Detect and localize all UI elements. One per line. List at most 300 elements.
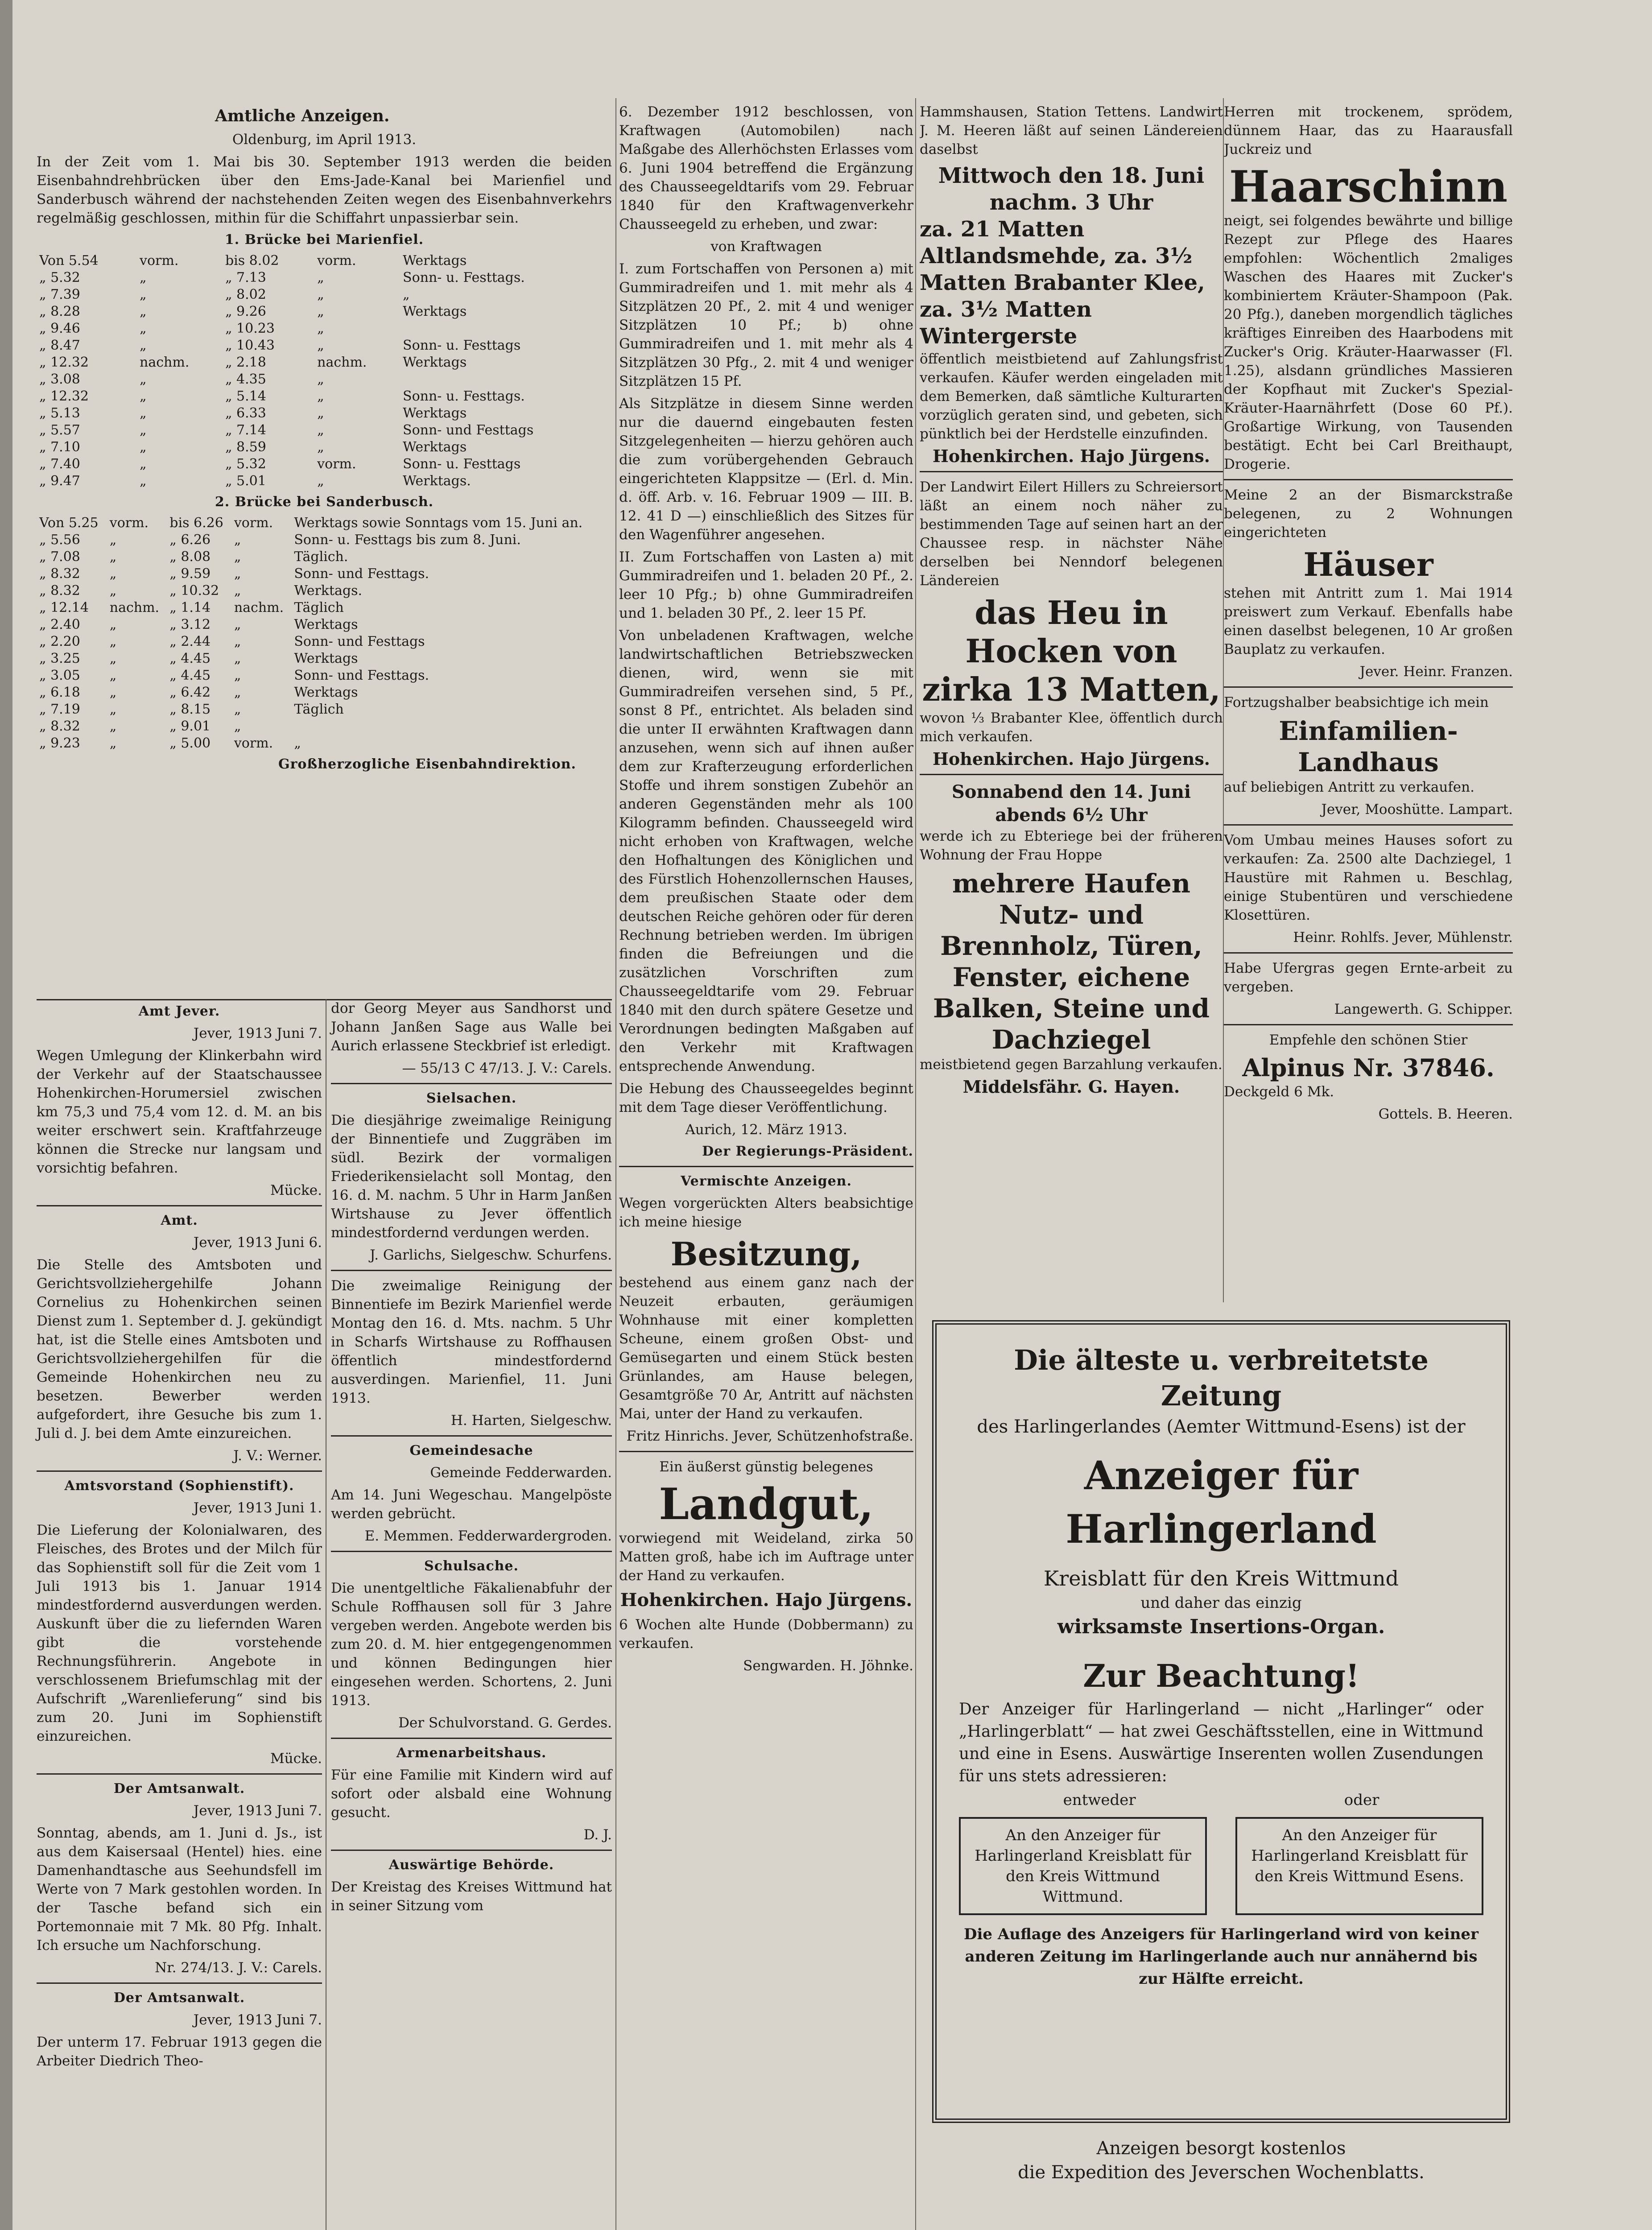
ad-headline: Besitzung, bbox=[670, 1235, 862, 1273]
table-cell: Sonn- und Festtags bbox=[403, 422, 534, 438]
notice-text: I. zum Fortschaffen von Personen a) mit Gummiradreifen und 1. mit mehr als 4 Sitzplätzen 20 Pf., 2. mit 4 und weniger Sitzplätzen 10 Pf.; b) ohne Gummiradreifen und 1. mit mehr als 4 Sitzplätzen 30 Pfg., 2. mit 4 und weniger Sitzplätzen 15 Pf. bbox=[619, 261, 913, 389]
notice-signature: Mücke. bbox=[270, 1182, 322, 1198]
ad-date: Sonnabend den 14. Juni abends 6½ Uhr bbox=[951, 781, 1191, 826]
ad-text: Hammshausen, Station Tettens. Landwirt J. M. Heeren läßt auf seinen Ländereien daselbst bbox=[920, 104, 1223, 157]
column-middle bbox=[619, 103, 913, 1679]
ad-signature: Jever, Mooshütte. Lampart. bbox=[1321, 801, 1513, 818]
table-cell: „ 5.01 bbox=[225, 473, 266, 489]
table-cell: „ 9.59 bbox=[169, 566, 211, 582]
table-cell: „ bbox=[109, 566, 117, 582]
notice-text: Sonntag, abends, am 1. Juni d. Js., ist aus dem Kaisersaal (Hentel) hies. eine Damenhandtasche aus Seehundsfell im Werte von 7 Mark gestohlen worden. In der Tasche befand sich ein Portemonnaie mit 7 Mk. 80 Pfg. Inhalt. Ich ersuche um Nachforschung. bbox=[37, 1825, 322, 1953]
ad-text: Habe Ufergras gegen Ernte-arbeit zu vergeben. bbox=[1224, 960, 1513, 995]
ad-text: Herren mit trockenem, sprödem, dünnem Haar, das zu Haarausfall Juckreiz und bbox=[1224, 104, 1513, 157]
table-cell: „ 5.00 bbox=[169, 735, 211, 751]
table-cell: „ bbox=[234, 719, 241, 734]
table-row bbox=[37, 286, 612, 303]
ad-signature: Hohenkirchen. Hajo Jürgens. bbox=[933, 749, 1210, 769]
notice bbox=[331, 1442, 612, 1552]
table-cell: „ bbox=[140, 270, 147, 285]
table-row bbox=[37, 566, 612, 582]
ad-text: Fortzugshalber beabsichtige ich mein bbox=[1224, 694, 1489, 710]
divider bbox=[331, 1551, 612, 1552]
page-edge-shadow bbox=[0, 0, 12, 2230]
table-row bbox=[37, 303, 612, 320]
table-row bbox=[37, 371, 612, 388]
ad-signature: Gottels. B. Heeren. bbox=[1378, 1106, 1513, 1122]
table-cell bbox=[400, 320, 612, 337]
table-cell: „ 3.25 bbox=[39, 651, 80, 666]
table-cell: „ 9.47 bbox=[39, 473, 80, 489]
notice-heading: Der Amtsanwalt. bbox=[113, 1990, 245, 2006]
divider bbox=[331, 1083, 612, 1084]
notice bbox=[37, 1780, 322, 1984]
table-cell: „ bbox=[294, 735, 301, 751]
table-cell: „ 8.59 bbox=[225, 439, 266, 455]
table-cell: Sonn- u. Festtags bbox=[403, 456, 521, 472]
ad-text: Vom Umbau meines Hauses sofort zu verkaufen: Za. 2500 alte Dachziegel, 1 Haustüre mit Rahmen u. Beschlag, einige Stubentüren und verschiedene Klosettüren. bbox=[1224, 832, 1513, 923]
ad-signature: Jever. Heinr. Franzen. bbox=[1359, 664, 1513, 680]
table-cell: Täglich bbox=[294, 600, 344, 615]
table-cell: „ bbox=[140, 405, 147, 421]
table-cell: „ bbox=[109, 634, 117, 649]
table-row bbox=[37, 650, 612, 667]
table-cell: „ bbox=[109, 735, 117, 751]
notice-signature: — 55/13 C 47/13. J. V.: Carels. bbox=[402, 1060, 612, 1076]
ad-text: Empfehle den schönen Stier bbox=[1269, 1032, 1468, 1048]
ad-text: wovon ⅓ Brabanter Klee, öffentlich durch mich verkaufen. bbox=[920, 710, 1223, 745]
table-cell: „ 9.23 bbox=[39, 735, 80, 751]
ad-box-text: Der Anzeiger für Harlingerland — nicht „Harlinger“ oder „Harlingerblatt“ — hat zwei Geschäftsstellen, eine in Wittmund und eine in Esens. Auswärtige Inserenten wollen Zusendungen für uns stets adressieren: bbox=[959, 1700, 1483, 1785]
table-cell: „ 8.32 bbox=[39, 583, 80, 599]
ad-box-text: des Harlingerlandes (Aemter Wittmund-Esens) ist der bbox=[977, 1416, 1466, 1437]
column-rule bbox=[915, 98, 916, 2230]
divider bbox=[37, 1982, 322, 1984]
notice bbox=[331, 1276, 612, 1437]
table-row bbox=[37, 252, 612, 269]
notice-text: Von unbeladenen Kraftwagen, welche landwirtschaftlichen Betriebszwecken dienen, wird, wenn sie mit Gummiradreifen versehen sind, 5 Pf., sonst 8 Pf., entrichtet. Als beladen sind die unter II erwähnten Kraftwagen dann anzusehen, wenn sich auf ihnen außer dem zur Krafterzeugung erforderlichen Stoffe und ihrem sonstigen Zubehör an anderen Gegenständen mehr als 100 Kilogramm befinden. Chausseegeld wird nicht erhoben von Kraftwagen, welche den Hofhaltungen des Königlichen und des Fürstlich Hohenzollernschen Hauses, dem preußischen Staate oder dem deutschen Reiche gehören oder für deren Rechnung betrieben werden. Im übrigen finden die Befreiungen und die zusätzlichen Vorschriften zum Chausseegeldtarife vom 29. Februar 1840 mit den durch spätere Gesetze und Verordnungen bedingten Maßgaben auf den Verkehr mit Kraftwagen entsprechende Anwendung. bbox=[619, 628, 913, 1074]
divider bbox=[331, 1738, 612, 1739]
divider bbox=[1224, 1024, 1513, 1025]
table-cell: „ bbox=[140, 388, 147, 404]
table-cell: „ bbox=[140, 473, 147, 489]
divider bbox=[331, 1435, 612, 1437]
table-cell: „ 3.12 bbox=[169, 617, 211, 632]
table-cell: „ bbox=[109, 719, 117, 734]
divider bbox=[619, 1451, 913, 1452]
table-row bbox=[37, 616, 612, 633]
table-cell: „ 9.01 bbox=[169, 719, 211, 734]
notice-date: Jever, 1913 Juni 7. bbox=[193, 2012, 322, 2028]
ad-text: bestehend aus einem ganz nach der Neuzeit erbauten, geräumigen Wohnhause mit einer kompletten Scheune, einem großen Obst- und Gemüsegarten und einem Stück besten Grünlandes, am Hause belegen, Gesamtgröße 70 Ar, Antritt auf nächsten Mai, unter der Hand zu verkaufen. bbox=[619, 1275, 913, 1422]
section-heading: Vermischte Anzeigen. bbox=[681, 1173, 852, 1189]
subsection-heading: 2. Brücke bei Sanderbusch. bbox=[215, 494, 434, 510]
notice-heading: Armenarbeitshaus. bbox=[396, 1745, 547, 1761]
table-row bbox=[37, 337, 612, 354]
table-row bbox=[37, 320, 612, 337]
divider bbox=[37, 1470, 322, 1472]
table-row bbox=[37, 473, 612, 490]
notice-signature: Der Schulvorstand. G. Gerdes. bbox=[398, 1715, 612, 1731]
ad-signature: Hohenkirchen. Hajo Jürgens. bbox=[620, 1590, 913, 1611]
notice-text: Wegen Umlegung der Klinkerbahn wird der Verkehr auf der Staatschaussee Hohenkirchen-Horumersiel zwischen km 75,3 und 75,4 vom 12. d. M. an bis weiter erschwert sein. Kraftfahrzeuge können die Strecke nur langsam und vorsichtig befahren. bbox=[37, 1048, 322, 1176]
ad-headline: Haarschinn bbox=[1229, 161, 1508, 212]
table-cell: „ 3.05 bbox=[39, 668, 80, 683]
divider bbox=[331, 1850, 612, 1851]
table-cell: „ bbox=[234, 583, 241, 599]
table-cell: „ 8.32 bbox=[39, 719, 80, 734]
ad-box-footer: Die Auflage des Anzeigers für Harlingerland wird von keiner anderen Zeitung im Harlingerlande auch nur annähernd bis zur Hälfte erreicht. bbox=[964, 1925, 1479, 1988]
table-cell: „ bbox=[109, 668, 117, 683]
notice bbox=[331, 1856, 612, 1915]
notice-text: Am 14. Juni Wegeschau. Mangelpöste werden gebrücht. bbox=[331, 1487, 612, 1522]
table-cell: Werktags sowie Sonntags vom 15. Juni an. bbox=[294, 515, 583, 531]
table-cell: Sonn- und Festtags. bbox=[294, 566, 430, 582]
table-row bbox=[37, 532, 612, 549]
table-cell: Werktags bbox=[403, 439, 467, 455]
table-cell: „ 7.14 bbox=[225, 422, 266, 438]
table-cell: Sonn- u. Festtags. bbox=[403, 388, 525, 404]
table-cell: „ bbox=[234, 651, 241, 666]
footer-line: Anzeigen besorgt kostenlos bbox=[1096, 2138, 1346, 2159]
table-cell: „ bbox=[109, 702, 117, 717]
table-cell: „ 7.19 bbox=[39, 702, 80, 717]
notice-signature: Mücke. bbox=[270, 1751, 322, 1767]
notice bbox=[37, 1003, 322, 1206]
ad-text: neigt, sei folgendes bewährte und billige Rezept zur Pflege des Haares empfohlen: Wöchentlich 2maliges Waschen des Haares mit Zucker's kombiniertem Kräuter-Shampoon (Pak. 20 Pfg.), daneben morgendlich tägliches kräftiges Einreiben des Haarbodens mit Zucker's Orig. Kräuter-Haarwasser (Fl. 1.25), alsdann gründliches Massieren der Kopfhaut mit Zucker's Spezial-Kräuter-Haarnährfett (Dose 60 Pf.). Großartige Wirkung, von Tausenden bestätigt. Echt bei Carl Breithaupt, Drogerie. bbox=[1224, 213, 1513, 472]
footer-note bbox=[932, 2136, 1510, 2185]
table-cell: „ 7.40 bbox=[39, 456, 80, 472]
notice-text: Der Kreistag des Kreises Wittmund hat in seiner Sitzung vom bbox=[331, 1879, 612, 1914]
ad-box-title: Anzeiger für Harlingerland bbox=[1066, 1452, 1377, 1552]
table-cell: Täglich. bbox=[294, 549, 348, 565]
notice bbox=[331, 1557, 612, 1739]
table-cell: nachm. bbox=[234, 600, 284, 615]
table-cell: vorm. bbox=[317, 456, 356, 472]
table-cell: „ bbox=[109, 583, 117, 599]
notice-date: Jever, 1913 Juni 7. bbox=[193, 1803, 322, 1819]
table-cell: „ 5.13 bbox=[39, 405, 80, 421]
table-cell: „ bbox=[234, 566, 241, 582]
table-cell: „ 7.39 bbox=[39, 287, 80, 302]
table-cell: „ 5.14 bbox=[225, 388, 266, 404]
table-cell: „ 7.08 bbox=[39, 549, 80, 565]
notice-signature: E. Memmen. Fedderwardergroden. bbox=[364, 1528, 612, 1544]
table-cell: „ 9.26 bbox=[225, 304, 266, 319]
table-cell: „ bbox=[140, 372, 147, 387]
notice bbox=[331, 1744, 612, 1851]
ad-text: auf beliebigen Antritt zu verkaufen. bbox=[1224, 779, 1474, 795]
table-cell: vorm. bbox=[109, 515, 149, 531]
subsection-heading: 1. Brücke bei Marienfiel. bbox=[224, 232, 424, 248]
ad-box-text: und daher das einzig bbox=[1140, 1594, 1302, 1612]
table-cell: „ 12.14 bbox=[39, 600, 89, 615]
footer-line: die Expedition des Jeverschen Wochenblatts. bbox=[1018, 2162, 1425, 2183]
notice-text: In der Zeit vom 1. Mai bis 30. September 1913 werden die beiden Eisenbahndrehbrücken über den Ems-Jade-Kanal bei Marienfiel und Sanderbusch während der nachstehenden Zeiten wegen des Eisenbahnverkehrs regelmäßig geschlossen, mithin für die Schiffahrt unpassierbar sein. bbox=[37, 154, 612, 226]
table-cell: „ bbox=[317, 372, 324, 387]
table-cell: „ 3.08 bbox=[39, 372, 80, 387]
ad-box-text: entweder bbox=[1063, 1791, 1136, 1809]
ad-text: Meine 2 an der Bismarckstraße belegenen, zu 2 Wohnungen eingerichteten bbox=[1224, 487, 1513, 541]
column-notices-left bbox=[37, 999, 322, 2074]
notice-text: 6. Dezember 1912 beschlossen, von Kraftwagen (Automobilen) nach Maßgabe des Allerhöchsten Erlasses vom 6. Juni 1904 betreffend die Ergänzung des Chausseegeldtarifs vom 29. Februar 1840 für den Kraftwagenverkehr Chausseegeld zu erheben, und zwar: bbox=[619, 104, 913, 232]
table-row bbox=[37, 735, 612, 752]
table-cell: „ 2.20 bbox=[39, 634, 80, 649]
ad-signature: Middelsfähr. G. Hayen. bbox=[962, 1077, 1180, 1097]
divider bbox=[920, 774, 1223, 775]
table-row bbox=[37, 718, 612, 735]
table-cell: Von 5.54 bbox=[39, 253, 99, 268]
table-cell: Täglich bbox=[294, 702, 344, 717]
notice-text: von Kraftwagen bbox=[710, 239, 822, 255]
ad-items: za. 21 Matten Altlandsmehde, za. 3½ Matten Brabanter Klee, za. 3½ Matten Wintergerste bbox=[920, 217, 1205, 349]
table-cell: „ 8.32 bbox=[39, 566, 80, 582]
table-cell: Werktags bbox=[403, 355, 467, 370]
column-official-notices bbox=[37, 103, 612, 777]
notice bbox=[37, 1212, 322, 1472]
table-cell: „ 2.40 bbox=[39, 617, 80, 632]
column-auctions bbox=[920, 103, 1223, 1100]
table-cell: „ 9.46 bbox=[39, 321, 80, 336]
table-cell: „ 2.44 bbox=[169, 634, 211, 649]
table-row bbox=[37, 456, 612, 473]
table-cell: „ 10.32 bbox=[169, 583, 219, 599]
ad-text: meistbietend gegen Barzahlung verkaufen. bbox=[920, 1057, 1222, 1073]
table-cell: Sonn- u. Festtags. bbox=[403, 270, 525, 285]
table-cell: vorm. bbox=[234, 735, 273, 751]
ad-headline: das Heu in Hocken von zirka 13 Matten, bbox=[922, 594, 1221, 708]
table-cell: „ bbox=[317, 287, 324, 302]
table-cell: „ 6.18 bbox=[39, 685, 80, 700]
table-row bbox=[37, 582, 612, 599]
ad-signature: Langewerth. G. Schipper. bbox=[1334, 1001, 1513, 1017]
notice-date: Aurich, 12. März 1913. bbox=[685, 1122, 847, 1138]
table-cell: „ 8.15 bbox=[169, 702, 211, 717]
ad-headline: Häuser bbox=[1303, 545, 1433, 583]
address-boxes bbox=[959, 1817, 1483, 1915]
table-row bbox=[37, 684, 612, 701]
ad-headline: Alpinus Nr. 37846. bbox=[1242, 1053, 1495, 1082]
table-cell: „ bbox=[317, 422, 324, 438]
table-cell: „ bbox=[140, 422, 147, 438]
table-cell: „ bbox=[234, 702, 241, 717]
notice-heading: Der Amtsanwalt. bbox=[113, 1781, 245, 1796]
table-cell: „ 7.10 bbox=[39, 439, 80, 455]
table-cell: „ bbox=[317, 270, 324, 285]
ad-text: öffentlich meistbietend auf Zahlungsfrist verkaufen. Käufer werden eingeladen mit dem Bemerken, daß sämtliche Kulturarten vorzüglich geraten sind, und gebeten, sich pünktlich bei der Herdstelle einzufinden. bbox=[920, 351, 1223, 442]
table-row bbox=[37, 422, 612, 439]
table-row bbox=[37, 599, 612, 616]
table-cell: „ 8.08 bbox=[169, 549, 211, 565]
table-cell: „ 12.32 bbox=[39, 355, 89, 370]
ad-date: Mittwoch den 18. Juni nachm. 3 Uhr bbox=[938, 163, 1205, 215]
table-row bbox=[37, 388, 612, 405]
table-cell: „ 4.45 bbox=[169, 668, 211, 683]
notice-text: Der unterm 17. Februar 1913 gegen die Arbeiter Diedrich Theo- bbox=[37, 2034, 322, 2069]
notice-date: Jever, 1913 Juni 1. bbox=[193, 1500, 322, 1516]
table-cell: „ 6.26 bbox=[169, 532, 211, 548]
notice-signature: H. Harten, Sielgeschw. bbox=[450, 1412, 612, 1429]
ad-text: werde ich zu Ebteriege bei der früheren Wohnung der Frau Hoppe bbox=[920, 828, 1223, 863]
address-box-esens: An den Anzeiger für Harlingerland Kreisblatt für den Kreis Wittmund Esens. bbox=[1235, 1817, 1483, 1915]
table-row bbox=[37, 549, 612, 566]
notice-signature: Nr. 274/13. J. V.: Carels. bbox=[155, 1960, 322, 1976]
ad-box-text: oder bbox=[1344, 1791, 1379, 1809]
notice-signature: J. V.: Werner. bbox=[233, 1448, 322, 1464]
ad-signature: Sengwarden. H. Jöhnke. bbox=[743, 1658, 913, 1674]
ad-text: 6 Wochen alte Hunde (Dobbermann) zu verkaufen. bbox=[619, 1617, 913, 1652]
ad-box-headline: Die älteste u. verbreitetste Zeitung bbox=[1014, 1344, 1429, 1412]
column-rule bbox=[615, 98, 616, 2230]
table-cell: „ bbox=[234, 634, 241, 649]
table-cell: „ bbox=[317, 388, 324, 404]
table-row bbox=[37, 439, 612, 456]
table-cell: „ 8.02 bbox=[225, 287, 266, 302]
table-cell: „ bbox=[140, 338, 147, 353]
notice-text: Die unentgeltliche Fäkalienabfuhr der Schule Roffhausen soll für 3 Jahre vergeben werden. Angebote werden bis zum 20. d. M. hier entgegengenommen und können Bedingungen hier eingesehen werden. Schortens, 2. Juni 1913. bbox=[331, 1580, 612, 1709]
table-cell: „ bbox=[140, 304, 147, 319]
table-cell: Von 5.25 bbox=[39, 515, 99, 531]
table-row bbox=[37, 269, 612, 286]
notice bbox=[331, 999, 612, 1084]
notice-date: Jever, 1913 Juni 6. bbox=[193, 1235, 322, 1251]
table-cell: nachm. bbox=[140, 355, 190, 370]
table-cell: Sonn- und Festtags bbox=[294, 634, 425, 649]
notice-heading: Schulsache. bbox=[424, 1558, 519, 1574]
table-cell bbox=[400, 371, 612, 388]
ad-signature: Fritz Hinrichs. Jever, Schützenhofstraße. bbox=[626, 1428, 913, 1444]
table-cell: Werktags bbox=[403, 405, 467, 421]
notice-signature: J. Garlichs, Sielgeschw. Schurfens. bbox=[370, 1247, 612, 1263]
notice-text: Die Lieferung der Kolonialwaren, des Fleisches, des Brotes und der Milch für das Sophienstift soll für die Zeit vom 1 Juli 1913 bis 1. Januar 1914 mindestfordernd ausverdungen werden. Auskunft über die zu liefernden Waren gibt die vorstehende Rechnungsführerin. Angebote in verschlossenem Briefumschlag mit der Aufschrift „Warenlieferung“ sind bis zum 20. Juni im Sophienstift einzureichen. bbox=[37, 1522, 322, 1744]
table-cell: „ 1.14 bbox=[169, 600, 211, 615]
table-cell: vorm. bbox=[140, 253, 179, 268]
divider bbox=[37, 1773, 322, 1775]
notice-text: Für eine Familie mit Kindern wird auf sofort oder alsbald eine Wohnung gesucht. bbox=[331, 1767, 612, 1821]
notice bbox=[37, 1989, 322, 2070]
table-cell: „ 5.32 bbox=[39, 270, 80, 285]
split-columns bbox=[37, 999, 612, 2069]
column-notices-right bbox=[331, 999, 612, 1919]
table-cell: „ 7.13 bbox=[225, 270, 266, 285]
column-right bbox=[1224, 103, 1513, 1127]
table-cell: „ bbox=[317, 304, 324, 319]
table-cell: bis 6.26 bbox=[169, 515, 223, 531]
notice-text: II. Zum Fortschaffen von Lasten a) mit Gummiradreifen und 1. beladen 20 Pf., 2. leer 10 Pfg.; b) ohne Gummiradreifen und 1. beladen 30 Pf., 2. leer 15 Pf. bbox=[619, 549, 913, 621]
table-cell: „ bbox=[317, 405, 324, 421]
table-row bbox=[37, 354, 612, 371]
divider bbox=[1224, 952, 1513, 954]
table-cell: „ bbox=[109, 651, 117, 666]
divider bbox=[920, 471, 1223, 472]
table-cell: „ bbox=[317, 338, 324, 353]
table-cell: bis 8.02 bbox=[225, 253, 279, 268]
ad-signature: Heinr. Rohlfs. Jever, Mühlenstr. bbox=[1293, 929, 1513, 946]
table-cell: „ 6.33 bbox=[225, 405, 266, 421]
ad-text: Deckgeld 6 Mk. bbox=[1224, 1084, 1334, 1100]
table-cell: „ bbox=[140, 456, 147, 472]
table-cell: „ bbox=[403, 287, 410, 302]
table-cell: „ 10.43 bbox=[225, 338, 275, 353]
table-cell: „ bbox=[109, 685, 117, 700]
table-cell: „ 4.35 bbox=[225, 372, 266, 387]
table-cell: Sonn- und Festtags. bbox=[294, 668, 430, 683]
ad-text: Wegen vorgerückten Alters beabsichtige ich meine hiesige bbox=[619, 1195, 913, 1230]
table-cell: „ 5.56 bbox=[39, 532, 80, 548]
table-cell: nachm. bbox=[109, 600, 160, 615]
divider bbox=[331, 1270, 612, 1271]
notice-date: Gemeinde Fedderwarden. bbox=[430, 1465, 612, 1481]
ad-headline: Landgut, bbox=[659, 1479, 874, 1529]
address-box-wittmund: An den Anzeiger für Harlingerland Kreisblatt für den Kreis Wittmund Wittmund. bbox=[959, 1817, 1207, 1915]
table-cell: vorm. bbox=[317, 253, 356, 268]
table-cell: „ bbox=[234, 549, 241, 565]
table-cell: „ bbox=[234, 532, 241, 548]
table-cell: „ 8.28 bbox=[39, 304, 80, 319]
notice-text: Als Sitzplätze in diesem Sinne werden nur die dauernd eingebauten festen Sitzgelegenheiten — hierzu gehören auch die zum vorübergehenden Gebrauch eingerichteten Klappsitze — (Erl. d. Min. d. öff. Arb. v. 16. Februar 1909 — III. B. 12. 41 D —) einschließlich des Sitzes für den Wagenführer angesehen. bbox=[619, 396, 913, 543]
table-cell: „ bbox=[140, 321, 147, 336]
table-cell: „ bbox=[140, 439, 147, 455]
notice-heading: Auswärtige Behörde. bbox=[388, 1857, 554, 1873]
table-cell: Werktags. bbox=[294, 583, 363, 599]
newspaper-advertisement-box bbox=[932, 1320, 1510, 2123]
table-cell: „ 4.45 bbox=[169, 651, 211, 666]
table-cell: „ bbox=[234, 617, 241, 632]
ad-text: vorwiegend mit Weideland, zirka 50 Matten groß, habe ich im Auftrage unter der Hand zu verkaufen. bbox=[619, 1530, 913, 1584]
notice-date: Jever, 1913 Juni 7. bbox=[193, 1025, 322, 1041]
notice-text: Die diesjährige zweimalige Reinigung der Binnentiefe und Zuggräben im südl. Bezirk der vormaligen Friederikensielacht soll Montag, den 16. d. M. nachm. 5 Uhr in Harm Janßen Wirtshause zu Jever öffentlich mindestfordernd verdungen werden. bbox=[331, 1112, 612, 1241]
notice-heading: Amt Jever. bbox=[138, 1004, 220, 1019]
table-row bbox=[37, 701, 612, 718]
table-cell: „ bbox=[234, 668, 241, 683]
notice-date: Oldenburg, im April 1913. bbox=[232, 132, 417, 148]
table-cell: „ bbox=[317, 321, 324, 336]
section-heading: Amtliche Anzeigen. bbox=[215, 107, 390, 125]
table-cell: Sonn- u. Festtags bis zum 8. Juni. bbox=[294, 532, 521, 548]
divider bbox=[1224, 686, 1513, 688]
notice-heading: Amtsvorstand (Sophienstift). bbox=[64, 1478, 294, 1494]
table-cell: Werktags bbox=[294, 651, 358, 666]
table-cell: „ bbox=[109, 617, 117, 632]
table-cell: Werktags bbox=[294, 617, 358, 632]
table-cell: „ bbox=[109, 532, 117, 548]
table-cell: nachm. bbox=[317, 355, 367, 370]
table-cell: vorm. bbox=[234, 515, 273, 531]
table-cell: Sonn- u. Festtags bbox=[403, 338, 521, 353]
table-cell: „ 5.32 bbox=[225, 456, 266, 472]
ad-box-choice-row bbox=[959, 1791, 1483, 1809]
table-cell: „ 10.23 bbox=[225, 321, 275, 336]
notice-heading: Sielsachen. bbox=[426, 1090, 517, 1106]
table-row bbox=[37, 667, 612, 684]
bridge-schedule-table bbox=[37, 252, 612, 490]
bridge-schedule-table bbox=[37, 515, 612, 752]
ad-headline: mehrere Haufen Nutz- und Brennholz, Türen, Fenster, eichene Balken, Steine und Dachziegel bbox=[933, 868, 1210, 1055]
table-cell: „ bbox=[317, 439, 324, 455]
ad-headline: Einfamilien-Landhaus bbox=[1279, 716, 1458, 777]
table-cell: „ bbox=[234, 685, 241, 700]
notice bbox=[331, 1090, 612, 1271]
table-cell: „ 5.57 bbox=[39, 422, 80, 438]
notice-heading: Gemeindesache bbox=[409, 1443, 533, 1458]
notice-text: Die Hebung des Chausseegeldes beginnt mit dem Tage dieser Veröffentlichung. bbox=[619, 1081, 913, 1115]
notice-text: dor Georg Meyer aus Sandhorst und Johann Janßen Sage aus Walle bei Aurich erlassene Steckbrief ist erledigt. bbox=[331, 1000, 612, 1054]
table-cell: „ bbox=[140, 287, 147, 302]
ad-text: Der Landwirt Eilert Hillers zu Schreiersort läßt an einem noch näher zu bestimmenden Tage auf seinen hart an der Chaussee resp. in nächster Nähe derselben bei Nenndorf belegenen Ländereien bbox=[920, 479, 1223, 589]
table-cell bbox=[291, 718, 612, 735]
table-cell: Werktags. bbox=[403, 473, 471, 489]
table-cell: Werktags bbox=[403, 304, 467, 319]
table-cell: Werktags bbox=[403, 253, 467, 268]
